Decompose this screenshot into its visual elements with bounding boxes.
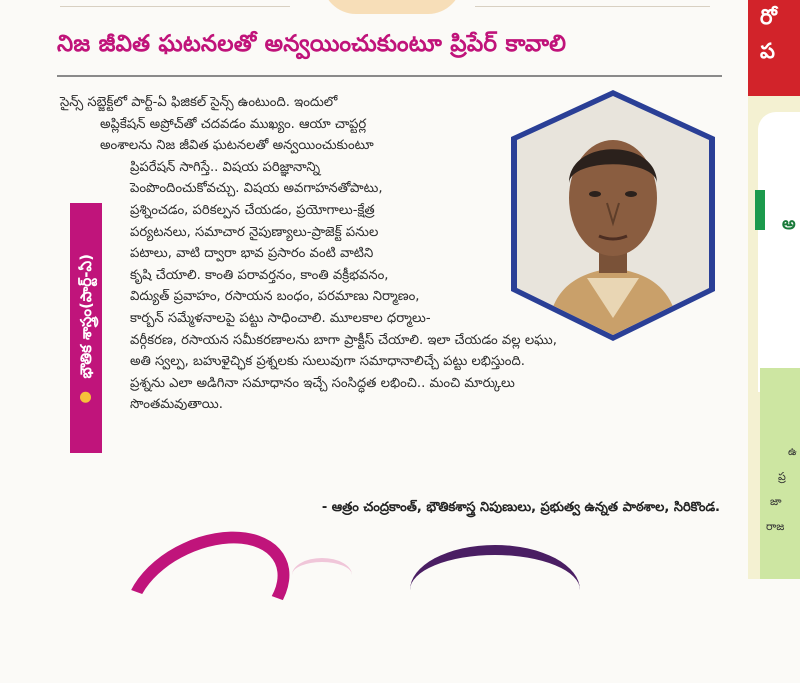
body-line-1: సైన్స్‌ సబ్జెక్ట్‌లో పార్ట్‌-ఏ ఫిజికల్‌ సైన్స్‌ ఉంటుంది. ఇందులో bbox=[60, 95, 338, 110]
adjacent-heading-line-2: ప bbox=[760, 39, 775, 63]
decor-arc-purple bbox=[410, 545, 580, 635]
author-photo bbox=[507, 88, 719, 343]
top-rule-left bbox=[60, 6, 290, 7]
body-line-7: పర్యటనలు, సమాచార నైపుణ్యాలు-ప్రాజెక్ట్‌ పనుల bbox=[130, 224, 379, 240]
side-label-text bbox=[76, 254, 96, 403]
article-headline: నిజ జీవిత ఘటనలతో అన్వయించుకుంటూ ప్రిపేర్‌ కావాలి bbox=[57, 31, 567, 57]
adjacent-card bbox=[758, 112, 800, 392]
adjacent-snippet-4: రాజ bbox=[766, 520, 785, 533]
side-label: భౌతిక శాస్త్రం(పార్ట్‌-ఏ) bbox=[77, 253, 95, 379]
body-line-13: అతి స్వల్ప, బహుళైచ్ఛిక ప్రశ్నలకు సులువుగా సమాధానాలిచ్చే పట్టు లభిస్తుంది. bbox=[130, 354, 525, 370]
body-line-11: కార్బన్‌ సమ్మేళనాలపై పట్టు సాధించాలి. మూలకాల ధర్మాలు- bbox=[130, 311, 431, 326]
body-line-3: అంశాలను నిజ జీవిత ఘటనలతో అన్వయించుకుంటూ bbox=[100, 138, 374, 154]
author-portrait-image bbox=[507, 88, 719, 343]
body-line-10: విద్యుత్‌ ప్రవాహం, రసాయన బంధం, పరమాణు నిర్మాణం, bbox=[130, 289, 420, 305]
body-line-4: ప్రిపరేషన్‌ సాగిస్తే.. విషయ పరిజ్ఞానాన్ని bbox=[130, 159, 321, 175]
body-line-12: వర్గీకరణ, రసాయన సమీకరణాలను బాగా ప్రాక్టీస్‌ చేయాలి. ఇలా చేయడం వల్ల లఘు, bbox=[130, 332, 557, 348]
top-rule-right bbox=[475, 6, 710, 7]
body-line-9: కృషి చేయాలి. కాంతి పరావర్తనం, కాంతి వక్రీభవనం, bbox=[130, 267, 389, 283]
body-line-2: అప్లికేషన్‌ అప్రోచ్‌తో చదవడం ముఖ్యం. ఆయా చాప్టర్ల bbox=[100, 116, 367, 132]
adjacent-snippet-1: ఉ bbox=[788, 445, 797, 458]
adjacent-header-text bbox=[760, 0, 777, 68]
decor-arc-magenta bbox=[104, 507, 310, 683]
adjacent-green-marker bbox=[755, 190, 765, 230]
adjacent-heading-line-1: రో bbox=[760, 5, 777, 29]
adjacent-snippet-3: జా bbox=[770, 495, 782, 508]
decor-arc-pink bbox=[292, 558, 352, 592]
adjacent-green-heading: అ bbox=[782, 214, 796, 234]
bullet-dot-icon bbox=[81, 391, 92, 402]
body-line-5: పెంపొందించుకోవచ్చు. విషయ అవగాహనతోపాటు, bbox=[130, 181, 383, 197]
body-line-6: ప్రశ్నించడం, పరికల్పన చేయడం, ప్రయోగాలు-క్షేత్ర bbox=[130, 203, 375, 218]
body-line-14: ప్రశ్నను ఎలా అడిగినా సమాధానం ఇచ్చే సంసిద్ధత లభించి.. మంచి మార్కులు bbox=[130, 375, 515, 391]
section-side-label bbox=[70, 203, 102, 453]
headline-underline bbox=[57, 75, 722, 77]
author-byline: - ఆత్రం చంద్రకాంత్‌, భౌతికశాస్త్ర నిపుణులు, ప్రభుత్వ ఉన్నత పాఠశాల, సిరికొండ. bbox=[321, 500, 720, 515]
top-ornament bbox=[322, 0, 462, 14]
adjacent-snippet-2: ప్ర bbox=[778, 470, 786, 483]
body-line-8: పటాలు, వాటి ద్వారా భావ ప్రసారం వంటి వాటిని bbox=[130, 246, 374, 262]
body-line-15: సొంతమవుతాయి. bbox=[130, 397, 223, 413]
